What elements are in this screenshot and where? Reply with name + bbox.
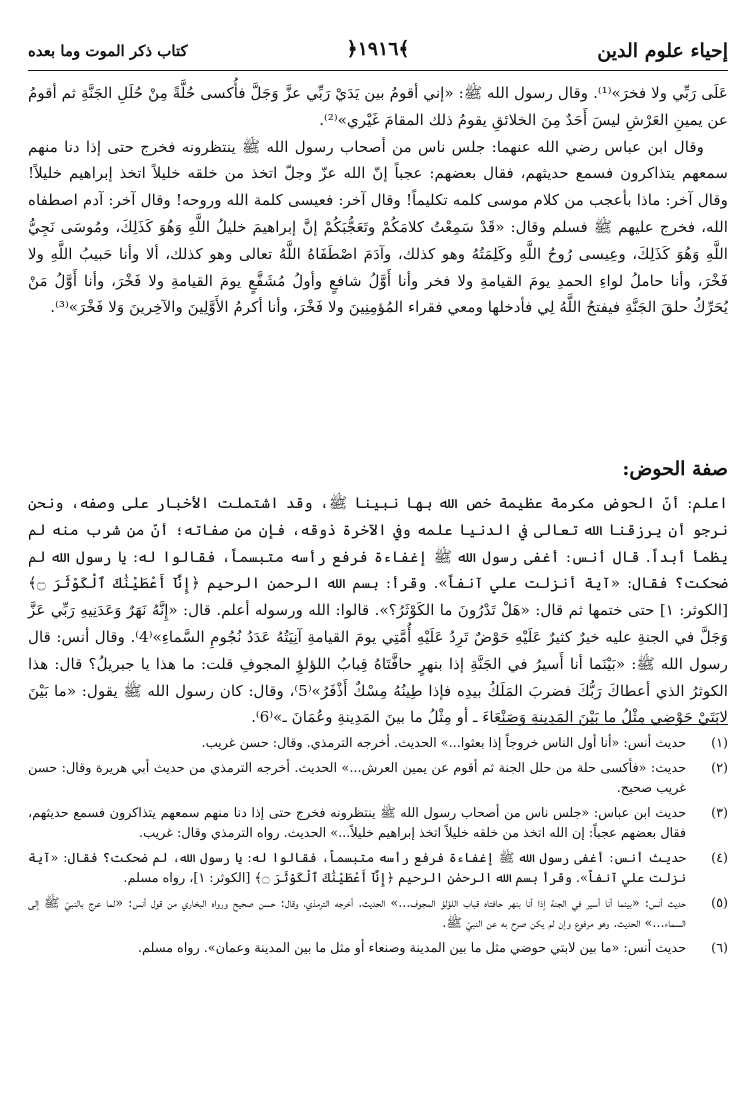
footnotes: [28, 734, 728, 963]
paragraph-1: عَلَى رَبِّي ولا فخرَ»⁽¹⁾. وقال رسول الله ﷺ: «إني أقومُ بين يَدَيْ رَبِّي عزَّ وَجَلَّ فأُكسى حُلَّةً مِنْ حُلَلِ الجَنَّةِ ثم أقومُ عن يمينِ العَرْشِ ليسَ أَحَدٌ مِنَ الخلائقِ يقومُ ذلك المقامَ غَيْري»⁽²⁾.: [28, 84, 728, 129]
section-text: [28, 490, 728, 731]
footnote-number: (٥): [711, 895, 728, 911]
footnote-item: [28, 849, 728, 890]
footnote-text: حديث: «فأكسى حلة من حلل الجنة ثم أقوم عن يمين العرش...» الحديث. أخرجه الترمذي من حديث أبي هريرة وقال: حسن غريب صحيح.: [28, 760, 686, 796]
footnote-text: حديث أنس: «بينما أنا أسير في الجنة إذا أنا بنهر حافتاه قباب اللؤلؤ المجوف...» الحديث. أخرجه الترمذي، وقال: حسن صحيح ورواه البخاري من قول أنس: «لما عرج بالنبيّ ﷺ إلى السماء...» الحديث. وهو مرفوع وإن لم يكن صرح به عن النبيّ ﷺ.: [28, 895, 686, 931]
footnote-rule: [498, 724, 728, 725]
footnote-text: حديث أنس: «ما بين لابتي حوضي مثل ما بين المدينة وصنعاء أو مثل ما بين المدينة وعمان». رواه مسلم.: [137, 940, 686, 956]
paragraph-3: اعلم: أنّ الحوض مكرمة عظيمة خص الله بها نبينا ﷺ، وقد اشتملت الأخبار على وصفه، ونحن نرجو أن يرزقنا الله تعالى في الدنيا علمه وفي الآخرة ذوقه، فإن من صفاته؛ أنّ من شرب منه لم يظمأ أبداً. قال أنس: أغفى رسول الله ﷺ إغفاءة فرفع رأسه متبسماً، فقالوا له: يا رسول الله لم ضحكت؟ فقال: «آية أنزلت علي آنفاً». وقرأ: بسم الله الرحمن الرحيم ﴿إِنَّآ أَعْطَيْنَٰكَ ٱلْكَوْثَرَ ۝﴾ [الكوثر: ١] حتى ختمها ثم قال: «هَلْ تَدْرُونَ ما الكَوْثَرُ؟». قالوا: الله ورسوله أعلم. قال: «إِنَّهُ نَهَرٌ وَعَدَنِيهِ رَبِّي عَزَّ وَجَلَّ في الجنةِ عليه خيرٌ كثيرٌ عَلَيْهِ حَوْضٌ تَرِدُ عَلَيْهِ أُمَّتِي يومَ القيامةِ آنِيَتُهُ عَدَدُ نُجُومِ السَّماءِ»⁽4⁾. وقال أنس: قال رسول الله ﷺ: «بَيْنَما أنا أَسيرُ في الجَنَّةِ إذا بنهرٍ حافَّتَاهُ قِبابُ اللؤلؤِ المجوفِ قلت: ما هذا يا جبريلُ؟ قال: هذا الكوثرُ الذي أعطاكَ رَبُّكَ فضربَ المَلَكُ بيدِه فإذا طِينُهُ مِسْكٌ أَذْفَرُ»⁽5⁾، وقال: كان رسول الله ﷺ يقول: «ما بَيْنَ لابَتَيْ حَوْضِي مِثْلُ ما بَيْنَ المَدِينةِ وَصَنْعَاءَ ـ أو مِثْلُ ما بينَ المَدِينةِ وعُمَانَ ـ»⁽6⁾.: [28, 494, 729, 727]
book-title: إحياء علوم الدين: [597, 40, 728, 62]
footnote-item: [28, 939, 728, 960]
footnote-number: (٢): [711, 760, 728, 776]
section-title: صفة الحوض:: [622, 458, 728, 480]
footnote-number: (١): [711, 736, 728, 751]
footnote-number: (٣): [711, 805, 728, 821]
footnote-item: [28, 734, 728, 755]
footnote-text: حديث أنس: أغفى رسول الله ﷺ إغفاءة فرفع رأسه متبسماً، فقالوا له: يا رسول الله، لم ضحكت؟ فقال: «آية نزلت علي آنفاً». وقرأ بسم الله الرحمٰن الرحيم ﴿إِنَّآ أَعْطَيْنَٰكَ ٱلْكَوْثَرَ ۝﴾ [الكوثر: ١]، رواه مسلم.: [28, 850, 686, 886]
header-rule: [28, 70, 728, 71]
footnote-item: [28, 759, 728, 800]
footnote-item: [28, 894, 728, 935]
footnote-item: [28, 804, 728, 845]
chapter-title: كتاب ذكر الموت وما بعده: [28, 42, 188, 60]
book-page: [28, 34, 728, 1094]
paragraph-2: وقال ابن عباس رضي الله عنهما: جلس ناس من أصحاب رسول الله ﷺ ينتظرونه فخرج حتى إذا دنا منهم سمعهم يتذاكرون فسمع حديثهم، فقال بعضهم: عجباً إنّ الله عزّ وجلّ اتخذ من خلقه خليلاً اتخذ إبراهيم خليلاً! وقال آخر: ماذا بأعجب من كلام موسى كلمه تكليماً! وقال آخر: فعيسى كلمة الله وروحه! وقال آخر: آدم اصطفاه الله، فخرج عليهم ﷺ فسلم وقال: «قَدْ سَمِعْتُ كلامَكُمْ وتَعَجُّبَكُمْ إنَّ إبراهيمَ خليلُ اللَّهِ وَهُوَ كَذَلِكَ، ومُوسَى نَجِيُّ اللَّهِ وَهُوَ كَذَلِكَ، وعِيسى رُوحُ اللَّهِ وكَلِمَتُهُ وهو كذلك، وآدَمَ اصْطَفَاهُ اللَّهُ تعالى وهو كذلك، ألا وأنا حَبيبُ اللَّهِ ولا فَخْرَ، وأنا حاملُ لواءِ الحمدِ يومَ القيامةِ ولا فخر وأنا أَوَّلُ شافعٍ وأولُ مُشَفَّعٍ يومَ القيامةِ ولا فَخْرَ، وأنا أَوَّلُ مَنْ يُحَرِّكُ حلقَ الجَنَّةِ فيفتحُ اللَّهُ لِي فأدخلها ومعي فقراء المُؤمِنِينَ ولا فَخْرَ، وأنا أكرمُ الأَوَّلِينَ والآخِرينَ وَلا فَخْرَ»⁽³⁾.: [28, 137, 728, 317]
footnote-number: (٤): [711, 850, 728, 866]
footnote-text: حديث ابن عباس: «جلس ناس من أصحاب رسول الله ﷺ ينتظرونه فخرج حتى إذا دنا منهم سمعهم يتذاكرون فسمع حديثهم، فقال بعضهم عجباً: إن الله اتخذ من خلقه خليلاً اتخذ إبراهيم خليلاً...» الحديث. رواه الترمذي وقال: غريب.: [28, 805, 686, 841]
main-text: [28, 80, 728, 321]
page-number: ﴿١٩١٦﴾: [346, 38, 410, 60]
running-header: [28, 34, 728, 70]
footnote-text: حديث أنس: «أنا أول الناس خروجاً إذا بعثوا...» الحديث. أخرجه الترمذي. وقال: حسن غريب.: [201, 736, 686, 751]
footnote-number: (٦): [711, 940, 728, 956]
